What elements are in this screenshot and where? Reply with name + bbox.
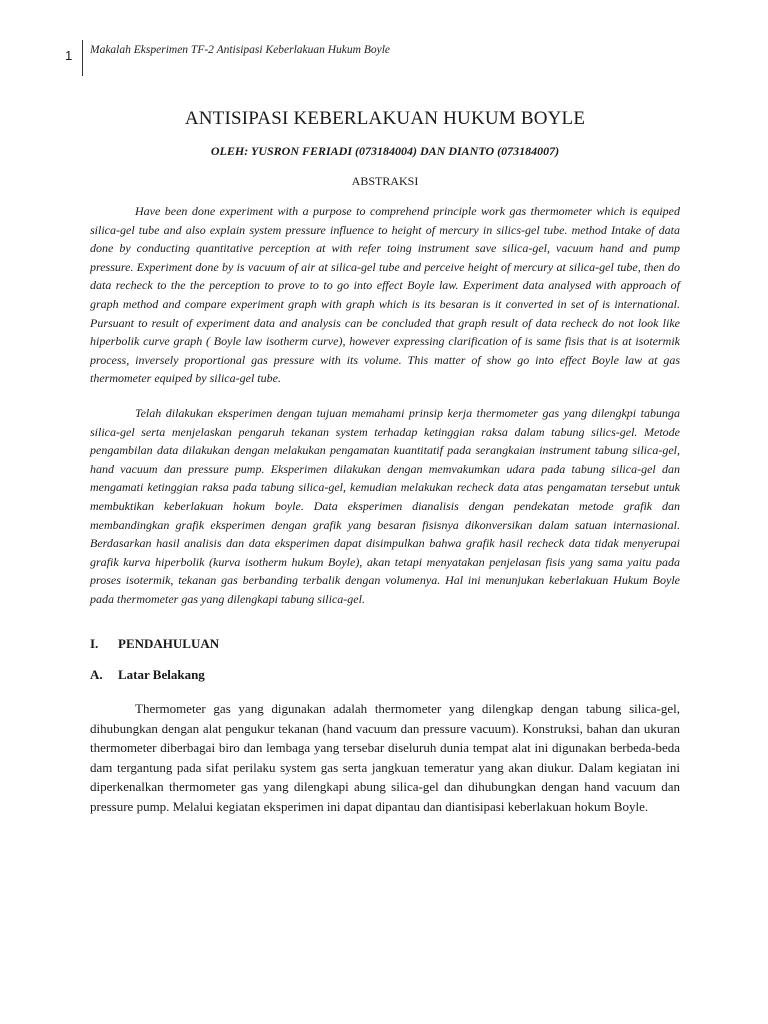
subsection-heading-latar-belakang — [90, 667, 680, 683]
paper-body — [90, 108, 680, 816]
section-heading-pendahuluan — [90, 636, 680, 652]
page-header — [62, 40, 702, 80]
abstract-indonesian: Telah dilakukan eksperimen dengan tujuan memahami prinsip kerja thermometer gas yang dilengkpi tabunga silica-gel serta menjelaskan pengaruh tekanan system terhadap ketinggian raksa dalam tabung silics-gel. Metode pengambilan data dilakukan dengan melakukan pengamatan kuantitatif pada serangkaian instrument tabung silica-gel, hand vacuum dan pressure pump. Eksperimen dilakukan dengan memvakumkan udara pada tabung silica-gel dan mengamati ketinggian raksa pada tabung silica-gel, kemudian melakukan recheck data atas pengamatan tersebut untuk membuktikan keberlakuan hokum boyle. Data eksperimen dianalisis dengan pendekatan metode grafik dan membandingkan grafik eksperimen dengan grafik yang besaran fisisnya dikonversikan dalam satuan internasional. Berdasarkan hasil analisis dan data eksperimen dapat disimpulkan bahwa grafik hasil recheck data tidak menyerupai grafik kurva hiperbolik (kurva isotherm hukum Boyle), akan tetapi menyatakan penjelasan fisis yang sama yaitu pada proses isotermik, tekanan gas berbanding terbalik dengan volumenya. Hal ini menunjukan keberlakuan Hukum Boyle pada thermometer gas yang dilengkapi tabung silica-gel. — [90, 405, 680, 606]
subsection-title: Latar Belakang — [118, 667, 205, 683]
running-title: Makalah Eksperimen TF-2 Antisipasi Keberlakuan Hukum Boyle — [90, 44, 391, 56]
abstract-label: ABSTRAKSI — [351, 174, 419, 188]
abstract-english: Have been done experiment with a purpose to comprehend principle work gas thermometer which is equiped silica-gel tube and also explain system pressure influence to height of mercury in silics-gel tube. method Intake of data done by conducting quantitative perception at with refer toing instrument save silica-gel, vacuum hand and pump pressure. Experiment done by is vacuum of air at silica-gel tube and perceive height of mercury at silica-gel tube, then do data recheck to the the perception to prove to to go into effect Boyle law. Experiment data analysed with approach of graph method and compare experiment graph with graph which is its besaran is it converted in set of is international. Pursuant to result of experiment data and analysis can be concluded that graph result of data recheck do not look like hiperbolik curve graph ( Boyle law isotherm curve), however expressing clarification of is same fisis that is at isotermik process, inversely proportional gas pressure with its volume. This matter of show go into effect Boyle law at gas thermometer equiped by silica-gel tube. — [90, 204, 680, 386]
section-title: PENDAHULUAN — [118, 636, 220, 652]
section-number: I. — [90, 636, 99, 652]
page-number: 1 — [65, 48, 73, 63]
paper-title: ANTISIPASI KEBERLAKUAN HUKUM BOYLE — [184, 108, 586, 129]
subsection-number: A. — [90, 667, 103, 683]
header-divider — [82, 40, 83, 76]
paper-authors: OLEH: YUSRON FERIADI (073184004) DAN DIANTO (073184007) — [210, 144, 560, 158]
body-paragraph: Thermometer gas yang digunakan adalah thermometer yang dilengkap dengan tabung silica-gel, dihubungkan dengan alat pengukur tekanan (hand vacuum dan pressure vacuum). Konstruksi, bahan dan ukuran thermometer diberbagai biro dan lembaga yang tersebar diseluruh dunia tempat alat ini digunakan berbeda-beda dam tergantung pada sifat perilaku system gas serta jangkuan temeratur yang akan diukur. Dalam kegiatan ini diperkenalkan thermometer gas yang dilengkapi abung silica-gel dan dihubungkan dengan hand vacuum dan pressure pump. Melalui kegiatan eksperimen ini dapat dipantau dan diantisipasi keberlakuan hokum Boyle. — [90, 701, 680, 814]
